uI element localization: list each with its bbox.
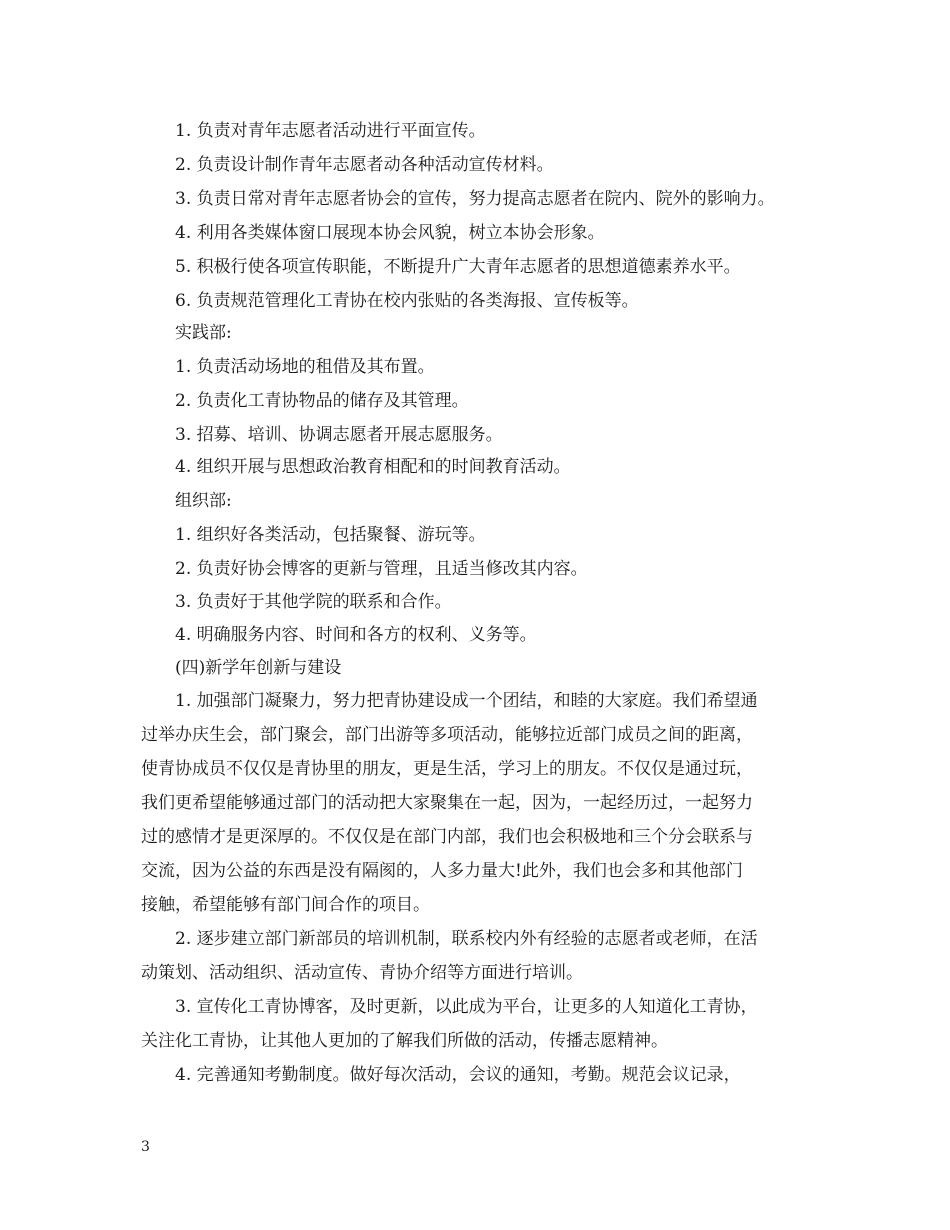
paragraph-line: 过的感情才是更深厚的。不仅仅是在部门内部，我们也会积极地和三个分会联系与 [141,827,753,847]
paragraph-line: 接触，希望能够有部门间合作的项目。 [141,895,430,915]
text-line: 3. 负责日常对青年志愿者协会的宣传，努力提高志愿者在院内、院外的影响力。 [175,189,775,209]
text-line: 5. 积极行使各项宣传职能，不断提升广大青年志愿者的思想道德素养水平。 [175,257,741,277]
text-line: 3. 负责好于其他学院的联系和合作。 [175,592,452,612]
paragraph-line: 过举办庆生会，部门聚会，部门出游等多项活动，能够拉近部门成员之间的距离， [141,725,753,745]
paragraph-line: 交流，因为公益的东西是没有隔阂的，人多力量大!此外，我们也会多和其他部门 [141,861,743,881]
paragraph-line: 4. 完善通知考勤制度。做好每次活动，会议的通知，考勤。规范会议记录， [175,1065,741,1085]
text-line: 2. 负责化工青协物品的储存及其管理。 [175,391,469,411]
paragraph-line: 1. 加强部门凝聚力，努力把青协建设成一个团结，和睦的大家庭。我们希望通 [175,691,758,711]
text-line: 6. 负责规范管理化工青协在校内张贴的各类海报、宣传板等。 [175,291,639,311]
text-line: 4. 利用各类媒体窗口展现本协会风貌，树立本协会形象。 [175,223,605,243]
paragraph-line: 动策划、活动组织、活动宣传、青协介绍等方面进行培训。 [141,963,583,983]
paragraph-line: 关注化工青协，让其他人更加的了解我们所做的活动，传播志愿精神。 [141,1031,668,1051]
text-line: 4. 明确服务内容、时间和各方的权利、义务等。 [175,625,537,645]
text-line: 4. 组织开展与思想政治教育相配和的时间教育活动。 [175,457,571,477]
text-line: 3. 招募、培训、协调志愿者开展志愿服务。 [175,425,503,445]
paragraph-line: 3. 宣传化工青协博客，及时更新，以此成为平台，让更多的人知道化工青协， [175,997,758,1017]
paragraph-line: 2. 逐步建立部门新部员的培训机制，联系校内外有经验的志愿者或老师，在活 [175,929,758,949]
page-number: 3 [141,1139,150,1155]
paragraph-line: 我们更希望能够通过部门的活动把大家聚集在一起，因为，一起经历过，一起努力 [141,793,753,813]
section-heading: 实践部: [175,323,232,343]
section-heading: 组织部: [175,491,232,511]
text-line: 1. 组织好各类活动，包括聚餐、游玩等。 [175,525,486,545]
text-line: 2. 负责好协会博客的更新与管理，且适当修改其内容。 [175,559,588,579]
paragraph-line: 使青协成员不仅仅是青协里的朋友，更是生活，学习上的朋友。不仅仅是通过玩， [141,759,753,779]
text-line: 1. 负责活动场地的租借及其布置。 [175,357,435,377]
section-heading: (四)新学年创新与建设 [175,658,342,678]
text-line: 2. 负责设计制作青年志愿者动各种活动宣传材料。 [175,155,554,175]
text-line: 1. 负责对青年志愿者活动进行平面宣传。 [175,121,486,141]
